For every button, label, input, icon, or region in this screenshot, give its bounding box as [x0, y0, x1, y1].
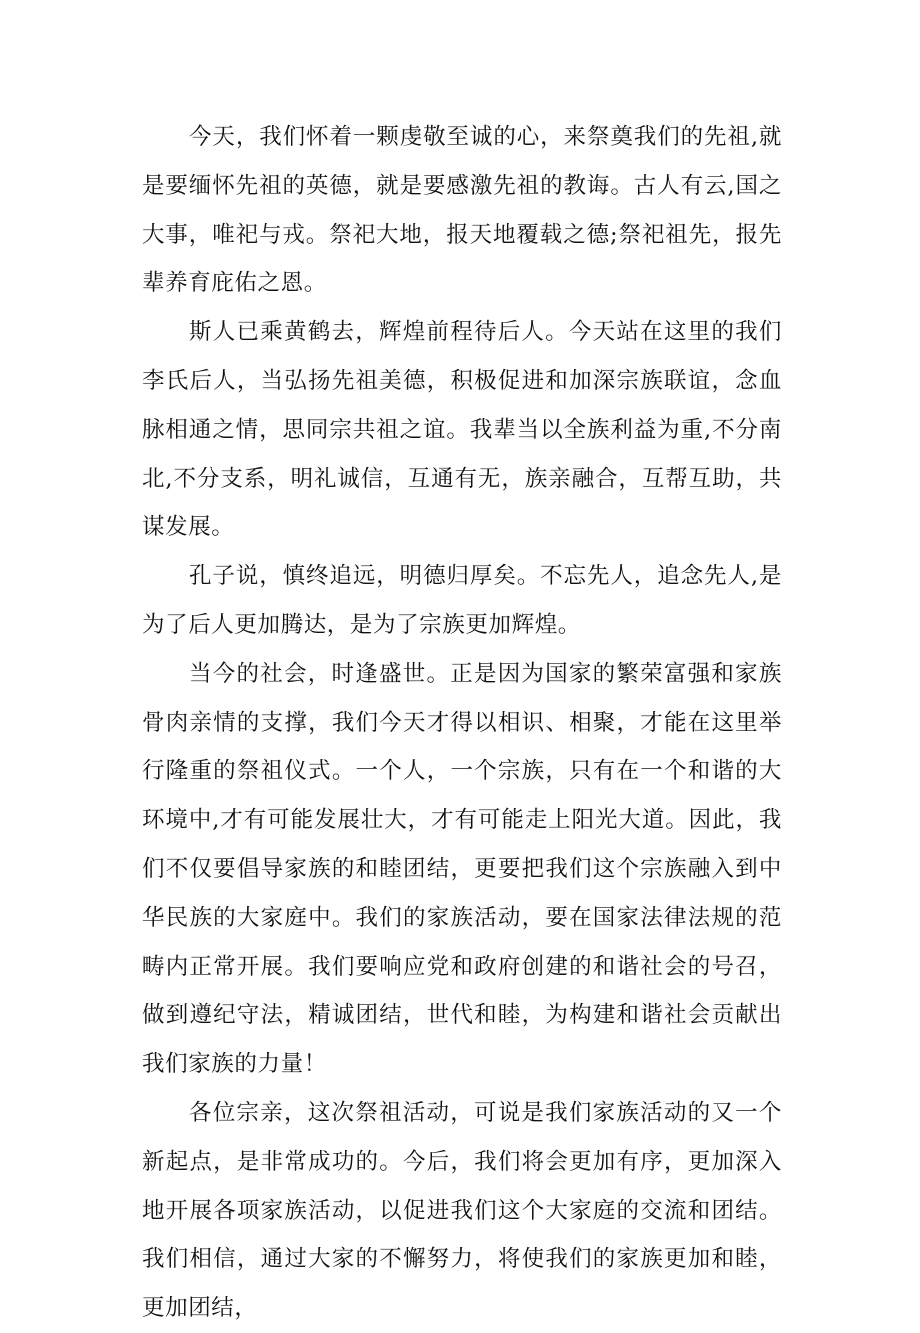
- paragraph-3: 孔子说，慎终追远，明德归厚矣。不忘先人，追念先人,是为了后人更加腾达，是为了宗族更加辉煌。: [142, 563, 782, 638]
- document-body: [142, 113, 782, 1333]
- paragraph-2: 斯人已乘黄鹤去，辉煌前程待后人。今天站在这里的我们李氏后人，当弘扬先祖美德，积极促进和加深宗族联谊，念血脉相通之情，思同宗共祖之谊。我辈当以全族利益为重,不分南北,不分支系，明礼诚信，互通有无，族亲融合，互帮互助，共谋发展。: [142, 319, 782, 541]
- paragraph-4: 当今的社会，时逢盛世。正是因为国家的繁荣富强和家族骨肉亲情的支撑，我们今天才得以相识、相聚，才能在这里举行隆重的祭祖仪式。一个人，一个宗族，只有在一个和谐的大环境中,才有可能发展壮大，才有可能走上阳光大道。因此，我们不仅要倡导家族的和睦团结，更要把我们这个宗族融入到中华民族的大家庭中。我们的家族活动，要在国家法律法规的范畴内正常开展。我们要响应党和政府创建的和谐社会的号召，做到遵纪守法，精诚团结，世代和睦，为构建和谐社会贡献出我们家族的力量！: [142, 660, 782, 1078]
- paragraph-5: 各位宗亲，这次祭祖活动，可说是我们家族活动的又一个新起点，是非常成功的。今后，我们将会更加有序，更加深入地开展各项家族活动，以促进我们这个大家庭的交流和团结。我们相信，通过大家的不懈努力，将使我们的家族更加和睦，更加团结，: [142, 1099, 782, 1322]
- paragraph-1: 今天，我们怀着一颗虔敬至诚的心，来祭奠我们的先祖,就是要缅怀先祖的英德，就是要感激先祖的教诲。古人有云,国之大事，唯祀与戎。祭祀大地，报天地覆载之德;祭祀祖先，报先辈养育庇佑之恩。: [142, 124, 782, 297]
